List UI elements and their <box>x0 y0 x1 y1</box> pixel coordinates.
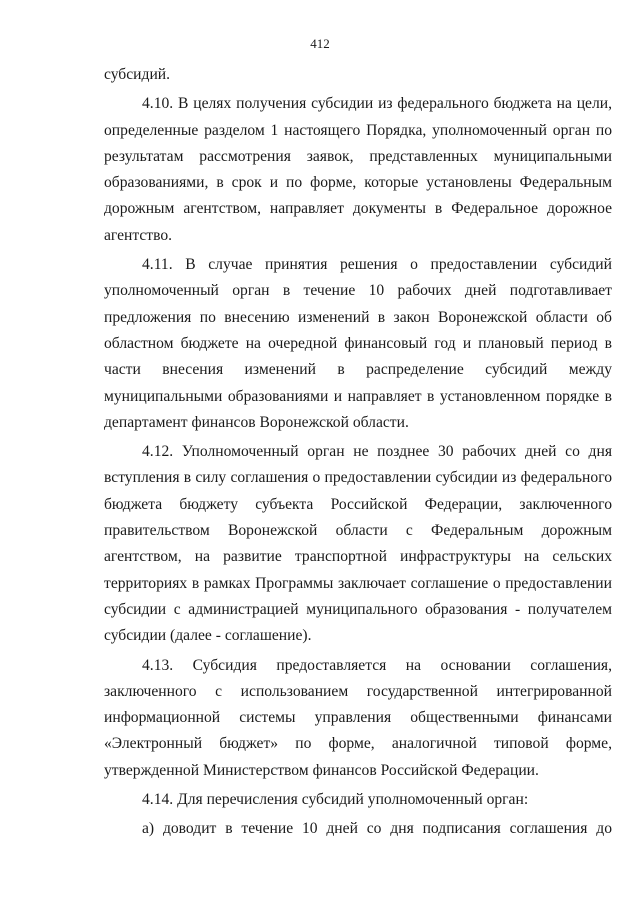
page-number: 412 <box>310 36 330 51</box>
paragraph-4-12: 4.12. Уполномоченный орган не позднее 30 рабочих дней со дня вступления в силу соглашения о предоставлении субсидии из федерального бюджета бюджету субъекта Российской Федерации, заключенного правительством Воронежской области с Федеральным дорожным агентством, на развитие транспортной инфраструктуры на сельских территориях в рамках Программы заключает соглашение о предоставлении субсидии с администрацией муниципального образования - получателем субсидии (далее - соглашение). <box>104 443 612 645</box>
paragraph-continuation: субсидий. <box>104 66 171 83</box>
paragraph-4-11: 4.11. В случае принятия решения о предоставлении субсидий уполномоченный орган в течение 10 рабочих дней подготавливает предложения по внесению изменений в закон Воронежской области об областном бюджете на очередной финансовый год и плановый период в части внесения изменений в распределение субсидий между муниципальными образованиями и направляет в установленном порядке в департамент финансов Воронежской области. <box>104 256 612 431</box>
paragraph-4-13: 4.13. Субсидия предоставляется на основании соглашения, заключенного с использованием государственной интегрированной информационной системы управления общественными финансами «Электронный бюджет» по форме, аналогичной типовой форме, утвержденной Министерством финансов Российской Федерации. <box>104 656 612 779</box>
document-body <box>104 62 612 846</box>
paragraph-4-14: 4.14. Для перечисления субсидий уполномоченный орган: <box>142 791 529 809</box>
paragraph-4-14-a: а) доводит в течение 10 дней со дня подписания соглашения до <box>142 820 612 838</box>
paragraph-4-10: 4.10. В целях получения субсидии из федерального бюджета на цели, определенные разделом 1 настоящего Порядка, уполномоченный орган по результатам рассмотрения заявок, представленных муниципальными образованиями, в срок и по форме, которые установлены Федеральным дорожным агентством, направляет документы в Федеральное дорожное агентство. <box>104 95 612 244</box>
